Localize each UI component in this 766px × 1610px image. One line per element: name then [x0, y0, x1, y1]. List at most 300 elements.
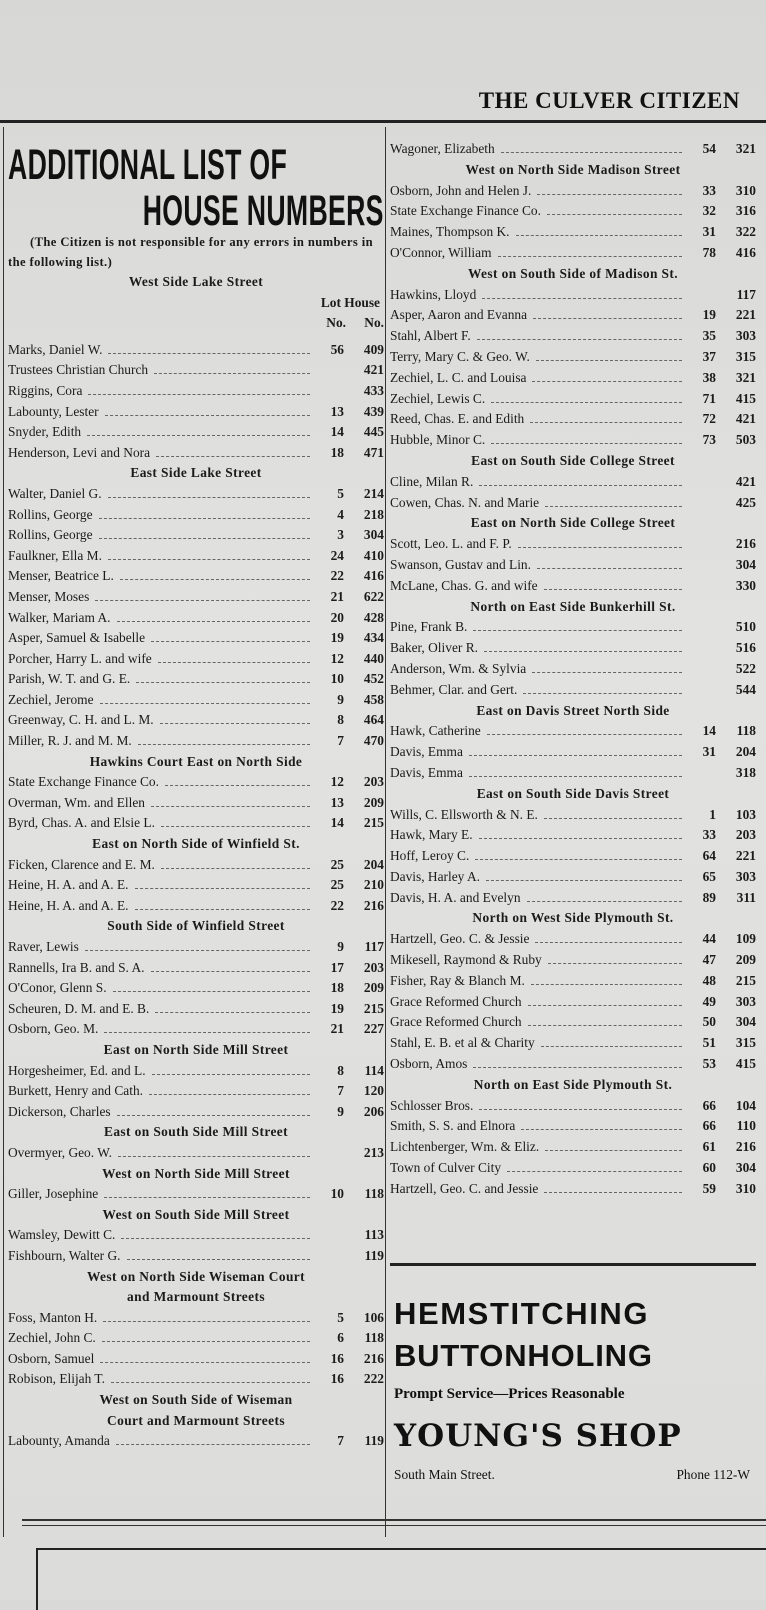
list-item: [8, 1369, 384, 1390]
lot-number: 56: [330, 341, 344, 357]
resident-name: Zechiel, John C.: [8, 1330, 96, 1346]
list-item: [8, 731, 384, 752]
list-item: [390, 763, 756, 784]
column-divider: [385, 127, 386, 1537]
leader-dots: [518, 547, 682, 548]
leader-dots: [545, 1150, 682, 1151]
resident-name: Wills, C. Ellsworth & N. E.: [390, 806, 538, 822]
leader-dots: [151, 806, 310, 807]
leader-dots: [548, 963, 682, 964]
list-item: [8, 1102, 384, 1123]
ad-buttonholing: BUTTONHOLING: [394, 1338, 653, 1373]
house-number: 213: [363, 1144, 384, 1160]
resident-name: Robison, Elijah T.: [8, 1371, 105, 1387]
leader-dots: [530, 422, 682, 423]
leader-dots: [544, 589, 682, 590]
list-item: [8, 525, 384, 546]
ad-address: South Main Street.: [394, 1467, 495, 1482]
section-heading: South Side of Winfield Street: [107, 918, 285, 934]
leader-dots: [527, 901, 682, 902]
list-item: [390, 139, 756, 160]
house-number: 522: [735, 660, 756, 676]
leader-dots: [473, 630, 682, 631]
resident-name: Davis, Harley A.: [390, 868, 480, 884]
leader-dots: [528, 1025, 682, 1026]
lot-number: 18: [330, 444, 344, 460]
lot-number: 16: [330, 1350, 344, 1366]
list-item: [390, 971, 756, 992]
lot-number: 72: [702, 411, 716, 427]
house-number: 316: [735, 203, 756, 219]
house-number: 120: [363, 1083, 384, 1099]
leader-dots: [475, 859, 682, 860]
section-heading: West on South Side of Madison St.: [467, 265, 678, 281]
resident-name: Hawk, Catherine: [390, 723, 481, 739]
lot-number: 66: [702, 1097, 716, 1113]
lot-number: 21: [330, 1021, 344, 1037]
lot-number: 38: [702, 369, 716, 385]
list-item: [390, 472, 756, 493]
list-item: [8, 587, 384, 608]
leader-dots: [87, 435, 310, 436]
leader-dots: [531, 984, 682, 985]
resident-name: Walker, Mariam A.: [8, 609, 111, 625]
section-heading: North on East Side Plymouth St.: [473, 1076, 673, 1092]
lot-number: 33: [702, 182, 716, 198]
resident-name: Greenway, C. H. and L. M.: [8, 712, 154, 728]
section-heading: East Side Lake Street: [130, 465, 262, 481]
resident-name: Cowen, Chas. N. and Marie: [390, 494, 540, 510]
leader-dots: [491, 443, 682, 444]
leader-dots: [127, 1259, 311, 1260]
list-item: [390, 1116, 756, 1137]
resident-name: Walter, Daniel G.: [8, 485, 102, 501]
section-heading: North on West Side Plymouth St.: [472, 910, 674, 926]
resident-name: Asper, Samuel & Isabelle: [8, 630, 146, 646]
section-heading: East on North Side Mill Street: [103, 1041, 289, 1057]
lot-number: 59: [702, 1180, 716, 1196]
resident-name: Hartzell, Geo. C. & Jessie: [390, 931, 530, 947]
bottom-rule-thin: [22, 1525, 766, 1526]
leader-dots: [537, 568, 682, 569]
house-number: 321: [735, 369, 756, 385]
lot-number: 14: [330, 815, 344, 831]
house-number: 110: [736, 1118, 756, 1134]
right-list: [390, 139, 756, 1200]
list-item: [390, 867, 756, 888]
list-item: [8, 1328, 384, 1349]
list-item: [390, 243, 756, 264]
lot-number: 9: [337, 939, 344, 954]
leader-dots: [136, 682, 310, 683]
lot-number: 9: [337, 1103, 344, 1119]
lot-number: 17: [330, 959, 344, 975]
lot-number: 32: [702, 203, 716, 219]
leader-dots: [507, 1171, 682, 1172]
resident-name: Porcher, Harry L. and wife: [8, 650, 152, 666]
house-number: 315: [735, 348, 756, 364]
list-item: [390, 576, 756, 597]
resident-name: Miller, R. J. and M. M.: [8, 733, 132, 749]
list-item: [390, 825, 756, 846]
house-number: 409: [363, 341, 384, 357]
leader-dots: [117, 621, 310, 622]
list-item: [390, 222, 756, 243]
house-number: 227: [363, 1021, 384, 1037]
leader-dots: [545, 506, 682, 507]
list-item: [8, 958, 384, 979]
list-item: [390, 805, 756, 826]
lot-number: 10: [330, 1186, 344, 1202]
lot-number: 54: [702, 141, 716, 156]
leader-dots: [88, 394, 310, 395]
house-number: 303: [735, 993, 756, 1009]
section-heading: East on South Side Davis Street: [476, 785, 670, 801]
house-number: 216: [363, 897, 384, 913]
resident-name: Stahl, E. B. et al & Charity: [390, 1035, 535, 1051]
lot-number: 44: [702, 931, 716, 947]
resident-name: Labounty, Lester: [8, 403, 99, 419]
resident-name: Raver, Lewis: [8, 939, 79, 954]
leader-dots: [479, 485, 682, 486]
leader-dots: [469, 755, 682, 756]
lot-number: 8: [337, 712, 344, 728]
list-item: [390, 742, 756, 763]
resident-name: State Exchange Finance Co.: [8, 774, 159, 790]
resident-name: Anderson, Wm. & Sylvia: [390, 660, 527, 676]
house-number: 433: [363, 382, 384, 398]
list-item: [8, 896, 384, 917]
house-number: 416: [363, 568, 384, 584]
leader-dots: [487, 734, 682, 735]
house-number: 310: [735, 182, 756, 198]
leader-dots: [528, 1005, 682, 1006]
headline-line-1: ADDITIONAL LIST OF: [8, 141, 288, 189]
section-heading: and Marmount Streets: [127, 1289, 265, 1305]
house-number: 516: [735, 640, 756, 656]
house-number: 428: [363, 609, 384, 625]
leader-dots: [532, 672, 682, 673]
list-item: [390, 950, 756, 971]
house-number: 425: [735, 494, 756, 510]
resident-name: Schlosser Bros.: [390, 1097, 474, 1113]
leader-dots: [151, 971, 311, 972]
list-item: [390, 389, 756, 410]
house-number: 622: [363, 588, 384, 604]
house-number: 215: [363, 815, 384, 831]
resident-name: State Exchange Finance Co.: [390, 203, 541, 219]
leader-dots: [102, 1341, 310, 1342]
ad-shop-name: YOUNG'S SHOP: [394, 1418, 682, 1454]
resident-name: Asper, Aaron and Evanna: [390, 307, 528, 323]
lot-number: 5: [337, 485, 344, 501]
resident-name: Pine, Frank B.: [390, 619, 468, 635]
resident-name: Hoff, Leroy C.: [390, 848, 470, 864]
house-number: 117: [364, 939, 384, 954]
house-number: 203: [363, 959, 384, 975]
leader-dots: [103, 1321, 310, 1322]
list-item: [8, 937, 384, 958]
house-number: 434: [363, 630, 384, 646]
resident-name: Heine, H. A. and A. E.: [8, 897, 129, 913]
section-heading: West on North Side Mill Street: [102, 1165, 290, 1181]
lot-number: 31: [702, 224, 716, 240]
column-header-house-no: No.: [364, 315, 384, 331]
lot-number: 14: [330, 424, 344, 440]
house-number: 321: [735, 141, 756, 156]
house-number: 421: [735, 473, 756, 489]
house-number: 471: [363, 444, 384, 460]
resident-name: Scheuren, D. M. and E. B.: [8, 1000, 150, 1016]
list-item: [8, 484, 384, 505]
lot-number: 16: [330, 1371, 344, 1387]
column-header-lot-house: Lot House: [320, 294, 380, 310]
list-item: [390, 181, 756, 202]
left-list: [8, 272, 384, 1452]
list-item: [390, 534, 756, 555]
house-number: 114: [364, 1062, 384, 1078]
house-number: 421: [735, 411, 756, 427]
leader-dots: [544, 818, 682, 819]
leader-dots: [105, 415, 310, 416]
section-heading: Hawkins Court East on North Side: [89, 753, 303, 769]
leader-dots: [117, 1115, 310, 1116]
house-number: 216: [735, 536, 756, 552]
house-number: 109: [735, 931, 756, 947]
resident-name: O'Connor, William: [390, 244, 492, 260]
house-number: 304: [735, 1160, 756, 1176]
list-item: [8, 978, 384, 999]
resident-name: Davis, H. A. and Evelyn: [390, 889, 521, 905]
leader-dots: [482, 298, 682, 299]
house-number: 221: [735, 307, 756, 323]
house-number: 415: [735, 390, 756, 406]
resident-name: Fishbourn, Walter G.: [8, 1247, 121, 1263]
ad-contact: [394, 1467, 750, 1483]
bottom-rule: [22, 1519, 766, 1521]
lot-number: 13: [330, 794, 344, 810]
house-number: 315: [735, 1035, 756, 1051]
section-heading: North on East Side Bunkerhill St.: [470, 598, 676, 614]
list-item: [390, 368, 756, 389]
lot-number: 12: [330, 650, 344, 666]
house-number: 118: [736, 723, 756, 739]
list-item: [8, 710, 384, 731]
house-number: 222: [363, 1371, 384, 1387]
leader-dots: [523, 693, 682, 694]
leader-dots: [544, 1192, 682, 1193]
resident-name: Foss, Manton H.: [8, 1309, 98, 1325]
leader-dots: [100, 703, 310, 704]
leader-dots: [113, 991, 310, 992]
lot-number: 19: [330, 1000, 344, 1016]
resident-name: Cline, Milan R.: [390, 473, 474, 489]
list-item: [390, 285, 756, 306]
lot-number: 33: [702, 827, 716, 843]
leader-dots: [120, 579, 310, 580]
leader-dots: [138, 744, 310, 745]
list-item: [390, 638, 756, 659]
resident-name: Hawk, Mary E.: [390, 827, 473, 843]
list-item: [390, 326, 756, 347]
section-heading: West on North Side Madison Street: [465, 161, 681, 177]
house-number: 215: [735, 972, 756, 988]
list-item: [8, 566, 384, 587]
resident-name: Town of Culver City: [390, 1160, 502, 1176]
resident-name: Scott, Leo. L. and F. P.: [390, 536, 512, 552]
masthead-rule: [0, 120, 766, 123]
house-number: 304: [735, 556, 756, 572]
leader-dots: [108, 353, 310, 354]
leader-dots: [108, 559, 310, 560]
lot-number: 18: [330, 980, 344, 996]
list-item: [8, 1081, 384, 1102]
leader-dots: [121, 1238, 310, 1239]
resident-name: Grace Reformed Church: [390, 993, 522, 1009]
house-number: 209: [735, 952, 756, 968]
list-item: [8, 381, 384, 402]
lot-number: 49: [702, 993, 716, 1009]
leader-dots: [149, 1094, 310, 1095]
house-number: 304: [363, 527, 384, 543]
resident-name: Dickerson, Charles: [8, 1103, 111, 1119]
list-item: [8, 1349, 384, 1370]
list-item: [8, 443, 384, 464]
ad-top-rule: [390, 1263, 756, 1266]
list-item: [8, 649, 384, 670]
lot-number: 22: [330, 897, 344, 913]
leader-dots: [161, 868, 310, 869]
resident-name: Faulkner, Ella M.: [8, 547, 102, 563]
resident-name: Giller, Josephine: [8, 1186, 99, 1202]
list-item: [8, 340, 384, 361]
resident-name: Hubble, Minor C.: [390, 432, 486, 448]
resident-name: Osborn, Samuel: [8, 1350, 95, 1366]
resident-name: Davis, Emma: [390, 764, 463, 780]
lot-number: 89: [702, 889, 716, 905]
leader-dots: [116, 1444, 310, 1445]
lot-number: 53: [702, 1056, 716, 1072]
house-number: 218: [363, 506, 384, 522]
house-number: 118: [364, 1330, 384, 1346]
resident-name: Trustees Christian Church: [8, 362, 149, 378]
list-item: [8, 422, 384, 443]
house-number: 214: [363, 485, 384, 501]
lot-number: 60: [702, 1160, 716, 1176]
section-heading: East on Davis Street North Side: [476, 702, 670, 718]
list-item: [390, 201, 756, 222]
lot-number: 47: [702, 952, 716, 968]
leader-dots: [477, 339, 682, 340]
list-item: [390, 1158, 756, 1179]
resident-name: Osborn, Geo. M.: [8, 1021, 99, 1037]
section-heading: Court and Marmount Streets: [107, 1412, 285, 1428]
list-item: [8, 1308, 384, 1329]
leader-dots: [158, 662, 310, 663]
leader-dots: [104, 1032, 310, 1033]
leader-dots: [535, 942, 682, 943]
house-number: 303: [735, 868, 756, 884]
resident-name: Davis, Emma: [390, 744, 463, 760]
resident-name: Baker, Oliver R.: [390, 640, 478, 656]
lot-number: 35: [702, 328, 716, 344]
resident-name: Maines, Thompson K.: [390, 224, 510, 240]
house-number: 204: [735, 744, 756, 760]
lot-number: 78: [702, 244, 716, 260]
resident-name: Labounty, Amanda: [8, 1433, 110, 1449]
house-number: 210: [363, 877, 384, 893]
list-item: [390, 846, 756, 867]
lot-number: 31: [702, 744, 716, 760]
list-item: [390, 617, 756, 638]
house-number: 510: [735, 619, 756, 635]
lot-number: 24: [330, 547, 344, 563]
leader-dots: [154, 373, 310, 374]
resident-name: Menser, Moses: [8, 588, 90, 604]
resident-name: Reed, Chas. E. and Edith: [390, 411, 525, 427]
resident-name: Parish, W. T. and G. E.: [8, 671, 131, 687]
lot-number: 51: [702, 1035, 716, 1051]
house-number: 421: [363, 362, 384, 378]
resident-name: Rollins, George: [8, 506, 93, 522]
lot-number: 12: [330, 774, 344, 790]
resident-name: Snyder, Edith: [8, 424, 82, 440]
leader-dots: [536, 360, 682, 361]
leader-dots: [165, 785, 310, 786]
list-item: [8, 875, 384, 896]
list-item: [8, 608, 384, 629]
resident-name: Riggins, Cora: [8, 382, 83, 398]
resident-name: Smith, S. S. and Elnora: [390, 1118, 516, 1134]
leader-dots: [108, 497, 310, 498]
lot-number: 9: [337, 691, 344, 707]
list-item: [390, 1012, 756, 1033]
resident-name: Ficken, Clarence and E. M.: [8, 856, 155, 872]
lot-number: 73: [702, 432, 716, 448]
lot-number: 61: [702, 1139, 716, 1155]
headline-line-2-wrap: [8, 188, 384, 234]
resident-name: Terry, Mary C. & Geo. W.: [390, 348, 530, 364]
left-column: [8, 138, 384, 1452]
house-number: 464: [363, 712, 384, 728]
resident-name: Osborn, Amos: [390, 1056, 468, 1072]
house-number: 209: [363, 980, 384, 996]
resident-name: Burkett, Henry and Cath.: [8, 1083, 143, 1099]
lot-number: 22: [330, 568, 344, 584]
leader-dots: [99, 538, 310, 539]
list-item: [390, 929, 756, 950]
list-item: [8, 813, 384, 834]
list-item: [390, 493, 756, 514]
list-item: [8, 793, 384, 814]
resident-name: Zechiel, L. C. and Louisa: [390, 369, 527, 385]
list-item: [8, 1225, 384, 1246]
lot-number: 48: [702, 972, 716, 988]
house-number: 410: [363, 547, 384, 563]
house-number: 113: [364, 1227, 384, 1243]
leader-dots: [486, 880, 682, 881]
next-article-frame: [36, 1548, 766, 1610]
masthead: THE CULVER CITIZEN: [478, 88, 740, 113]
resident-name: Overman, Wm. and Ellen: [8, 794, 145, 810]
list-item: [8, 1431, 384, 1452]
list-item: [8, 999, 384, 1020]
section-heading: West on South Side Mill Street: [102, 1206, 290, 1222]
resident-name: Marks, Daniel W.: [8, 341, 103, 357]
lot-number: 8: [337, 1062, 344, 1078]
house-number: 216: [363, 1350, 384, 1366]
list-item: [390, 305, 756, 326]
